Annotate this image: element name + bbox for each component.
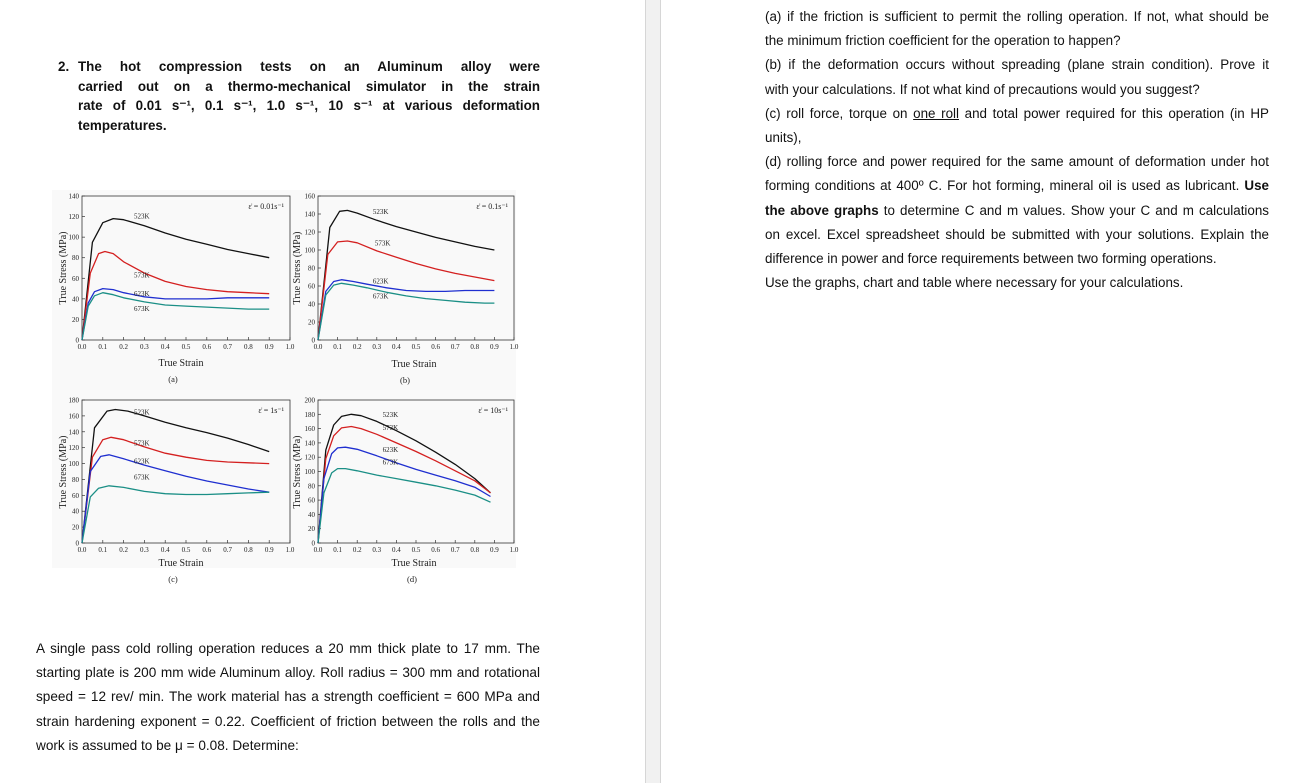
part-d-bold: Use <box>1244 178 1269 194</box>
stress-strain-figure <box>52 190 519 584</box>
x-axis-label: True Strain <box>391 558 437 569</box>
part-d-bold: the above graphs <box>765 202 879 218</box>
x-tick-label: 0.3 <box>140 546 149 554</box>
part-d-line: (d) rolling force and power required for the same amount of deformation under hot <box>765 154 1269 170</box>
x-tick-label: 0.8 <box>244 343 253 351</box>
panel-label: (c) <box>168 574 178 584</box>
y-tick-label: 140 <box>68 192 79 201</box>
y-axis-label: True Stress (MPa) <box>58 435 69 509</box>
problem-line: strain hardening exponent = 0.22. Coefficient of friction between the rolls and the <box>36 713 540 729</box>
series-line-623K <box>318 280 494 340</box>
y-tick-label: 100 <box>68 460 79 469</box>
question-line: The hot compression tests on an Aluminum alloy were <box>78 59 540 74</box>
y-tick-label: 0 <box>311 539 315 548</box>
y-tick-label: 20 <box>72 315 79 324</box>
part-c-text: and total power required for this operation (in HP <box>959 105 1269 121</box>
problem-line: speed = 12 rev/ min. The work material has a strength coefficient = 600 MPa and <box>36 689 540 705</box>
y-tick-label: 40 <box>72 295 79 304</box>
question-number: 2. <box>58 59 70 74</box>
x-tick-label: 0.9 <box>490 546 499 554</box>
x-tick-label: 0.1 <box>333 546 342 554</box>
y-tick-label: 80 <box>72 475 79 484</box>
series-line-623K <box>318 447 491 543</box>
y-tick-label: 0 <box>311 336 315 345</box>
y-tick-label: 20 <box>72 523 79 532</box>
x-tick-label: 0.7 <box>223 546 232 554</box>
series-line-673K <box>318 469 491 543</box>
left-page <box>0 0 645 783</box>
plot-frame <box>82 196 290 340</box>
x-tick-label: 1.0 <box>509 343 519 351</box>
part-d-text: to determine C and m values. Show your C and m calculations <box>878 202 1269 218</box>
x-tick-label: 1.0 <box>509 546 519 554</box>
x-tick-label: 0.6 <box>202 546 212 554</box>
series-line-623K <box>82 289 269 340</box>
y-tick-label: 200 <box>304 396 315 405</box>
panel-label: (d) <box>407 574 417 584</box>
question-line: temperatures. <box>78 117 167 133</box>
series-label: 573K <box>134 271 150 280</box>
x-tick-label: 1.0 <box>285 546 295 554</box>
y-tick-label: 60 <box>308 282 315 291</box>
part-d-line: on excel. Excel spreadsheet should be submitted with your solutions. Explain the <box>765 226 1269 242</box>
y-tick-label: 140 <box>304 210 315 219</box>
panel-label: (b) <box>400 375 410 385</box>
y-axis-label: True Stress (MPa) <box>292 231 303 305</box>
series-line-573K <box>318 427 491 544</box>
x-tick-label: 0.0 <box>77 546 87 554</box>
x-tick-label: 0.4 <box>160 343 170 351</box>
part-d-text: forming conditions at 400º C. For hot forming, mineral oil is used as lubricant. <box>765 178 1245 194</box>
x-tick-label: 0.1 <box>98 343 108 351</box>
problem-line: A single pass cold rolling operation reduces a 20 mm thick plate to 17 mm. The <box>36 641 540 656</box>
y-tick-label: 40 <box>72 507 79 516</box>
x-axis-label: True Strain <box>391 359 437 370</box>
plot-frame <box>82 400 290 543</box>
question-line: carried out on a thermo-mechanical simulator in the strain <box>78 78 540 94</box>
problem-line: starting plate is 200 mm wide Aluminum alloy. Roll radius = 300 mm and rotational <box>36 665 540 681</box>
plot-frame <box>318 196 514 340</box>
series-label: 623K <box>134 289 150 298</box>
x-tick-label: 0.8 <box>470 343 480 351</box>
x-tick-label: 0.3 <box>140 343 149 351</box>
part-c-text: (c) roll force, torque on <box>765 105 914 121</box>
x-tick-label: 0.0 <box>313 343 323 351</box>
x-tick-label: 0.8 <box>244 546 253 554</box>
x-tick-label: 0.4 <box>392 546 401 554</box>
x-tick-label: 0.6 <box>431 546 440 554</box>
x-tick-label: 0.2 <box>119 343 128 351</box>
plot-frame <box>318 400 514 543</box>
closing-note: Use the graphs, chart and table where necessary for your calculations. <box>765 275 1184 291</box>
problem-line: work is assumed to be μ = 0.08. Determine: <box>36 737 299 753</box>
x-tick-label: 0.3 <box>372 343 382 351</box>
series-label: 673K <box>372 292 389 301</box>
y-tick-label: 160 <box>68 412 79 421</box>
series-line-673K <box>318 283 494 340</box>
part-c-line <box>765 102 1269 126</box>
series-label: 523K <box>134 408 150 417</box>
part-d-line <box>765 174 1269 198</box>
x-tick-label: 0.7 <box>223 343 232 351</box>
y-tick-label: 120 <box>68 213 79 222</box>
series-line-673K <box>82 293 269 340</box>
series-label: 623K <box>382 446 399 455</box>
y-tick-label: 60 <box>72 491 79 500</box>
part-b-line: with your calculations. If not what kind of precautions would you suggest? <box>765 81 1200 97</box>
series-label: 623K <box>372 277 389 286</box>
x-tick-label: 0.3 <box>372 546 382 554</box>
y-tick-label: 120 <box>304 228 315 237</box>
x-tick-label: 0.5 <box>181 343 191 351</box>
x-tick-label: 0.7 <box>450 343 460 351</box>
series-label: 573K <box>382 424 399 433</box>
part-c-line: units), <box>765 130 802 146</box>
series-label: 523K <box>134 212 150 221</box>
y-tick-label: 20 <box>308 525 315 534</box>
x-tick-label: 0.9 <box>490 343 499 351</box>
x-tick-label: 1.0 <box>285 343 295 351</box>
x-tick-label: 0.5 <box>181 546 191 554</box>
y-tick-label: 120 <box>68 444 79 453</box>
y-tick-label: 180 <box>304 410 315 419</box>
series-label: 673K <box>382 458 399 467</box>
panel-label: (a) <box>168 374 178 384</box>
y-tick-label: 0 <box>75 539 79 548</box>
series-label: 523K <box>382 411 399 420</box>
y-tick-label: 100 <box>68 233 79 242</box>
y-tick-label: 180 <box>68 396 79 405</box>
y-tick-label: 80 <box>72 254 79 263</box>
y-tick-label: 100 <box>304 246 315 255</box>
series-line-523K <box>82 410 269 544</box>
y-tick-label: 160 <box>304 425 315 434</box>
y-tick-label: 80 <box>308 264 315 273</box>
strain-rate-annotation: ε̇ = 0.1s⁻¹ <box>476 202 508 211</box>
strain-rate-annotation: ε̇ = 0.01s⁻¹ <box>248 202 284 211</box>
y-tick-label: 40 <box>308 300 315 309</box>
x-tick-label: 0.4 <box>160 546 170 554</box>
part-d-line <box>765 199 1269 223</box>
series-line-673K <box>82 486 269 543</box>
x-tick-label: 0.7 <box>450 546 460 554</box>
series-line-573K <box>82 252 269 341</box>
series-line-573K <box>82 437 269 543</box>
y-tick-label: 0 <box>75 336 79 345</box>
y-tick-label: 60 <box>308 496 315 505</box>
x-tick-label: 0.1 <box>333 343 342 351</box>
series-line-623K <box>82 455 269 543</box>
x-tick-label: 0.1 <box>98 546 108 554</box>
one-roll-underlined: one roll <box>913 105 959 121</box>
x-tick-label: 0.2 <box>352 343 362 351</box>
part-a-line: the minimum friction coefficient for the operation to happen? <box>765 33 1121 49</box>
x-tick-label: 0.9 <box>264 343 274 351</box>
part-b-line: (b) if the deformation occurs without spreading (plane strain condition). Prove it <box>765 57 1269 73</box>
question-parts <box>765 5 1269 295</box>
y-tick-label: 80 <box>308 482 315 491</box>
y-tick-label: 140 <box>304 439 315 448</box>
x-tick-label: 0.0 <box>77 343 87 351</box>
series-label: 623K <box>134 457 150 466</box>
question-heading <box>58 57 540 135</box>
x-tick-label: 0.5 <box>411 546 421 554</box>
part-d-line: difference in power and force requirements between two forming operations. <box>765 251 1217 267</box>
y-tick-label: 60 <box>72 274 79 283</box>
y-tick-label: 120 <box>304 453 315 462</box>
x-tick-label: 0.6 <box>431 343 440 351</box>
x-tick-label: 0.0 <box>313 546 323 554</box>
series-label: 673K <box>134 305 150 314</box>
x-tick-label: 0.2 <box>352 546 362 554</box>
y-tick-label: 100 <box>304 468 315 476</box>
series-line-523K <box>318 414 491 543</box>
series-label: 573K <box>134 439 150 448</box>
x-tick-label: 0.6 <box>202 343 212 351</box>
series-label: 523K <box>372 208 389 216</box>
x-tick-label: 0.2 <box>119 546 128 554</box>
y-tick-label: 140 <box>68 428 79 437</box>
strain-rate-annotation: ε̇ = 10s⁻¹ <box>478 406 508 415</box>
x-axis-label: True Strain <box>158 558 204 569</box>
y-tick-label: 160 <box>304 192 315 201</box>
y-tick-label: 40 <box>308 510 315 519</box>
x-tick-label: 0.4 <box>392 343 401 351</box>
x-tick-label: 0.8 <box>470 546 480 554</box>
y-tick-label: 20 <box>308 318 315 327</box>
x-tick-label: 0.9 <box>264 546 274 554</box>
y-axis-label: True Stress (MPa) <box>292 435 303 509</box>
series-label: 673K <box>134 473 150 482</box>
strain-rate-annotation: ε̇ = 1s⁻¹ <box>258 406 284 415</box>
x-axis-label: True Strain <box>158 358 204 369</box>
problem-statement <box>36 637 540 758</box>
stress-strain-charts <box>52 190 519 584</box>
y-axis-label: True Stress (MPa) <box>58 231 69 305</box>
question-line: rate of 0.01 s⁻¹, 0.1 s⁻¹, 1.0 s⁻¹, 10 s⁻¹ at various deformation <box>78 98 540 114</box>
part-a-line: (a) if the friction is sufficient to permit the rolling operation. If not, what should be <box>765 9 1269 24</box>
page-gutter <box>645 0 661 783</box>
x-tick-label: 0.5 <box>411 343 421 351</box>
series-label: 573K <box>374 239 391 248</box>
series-line-523K <box>82 219 269 340</box>
